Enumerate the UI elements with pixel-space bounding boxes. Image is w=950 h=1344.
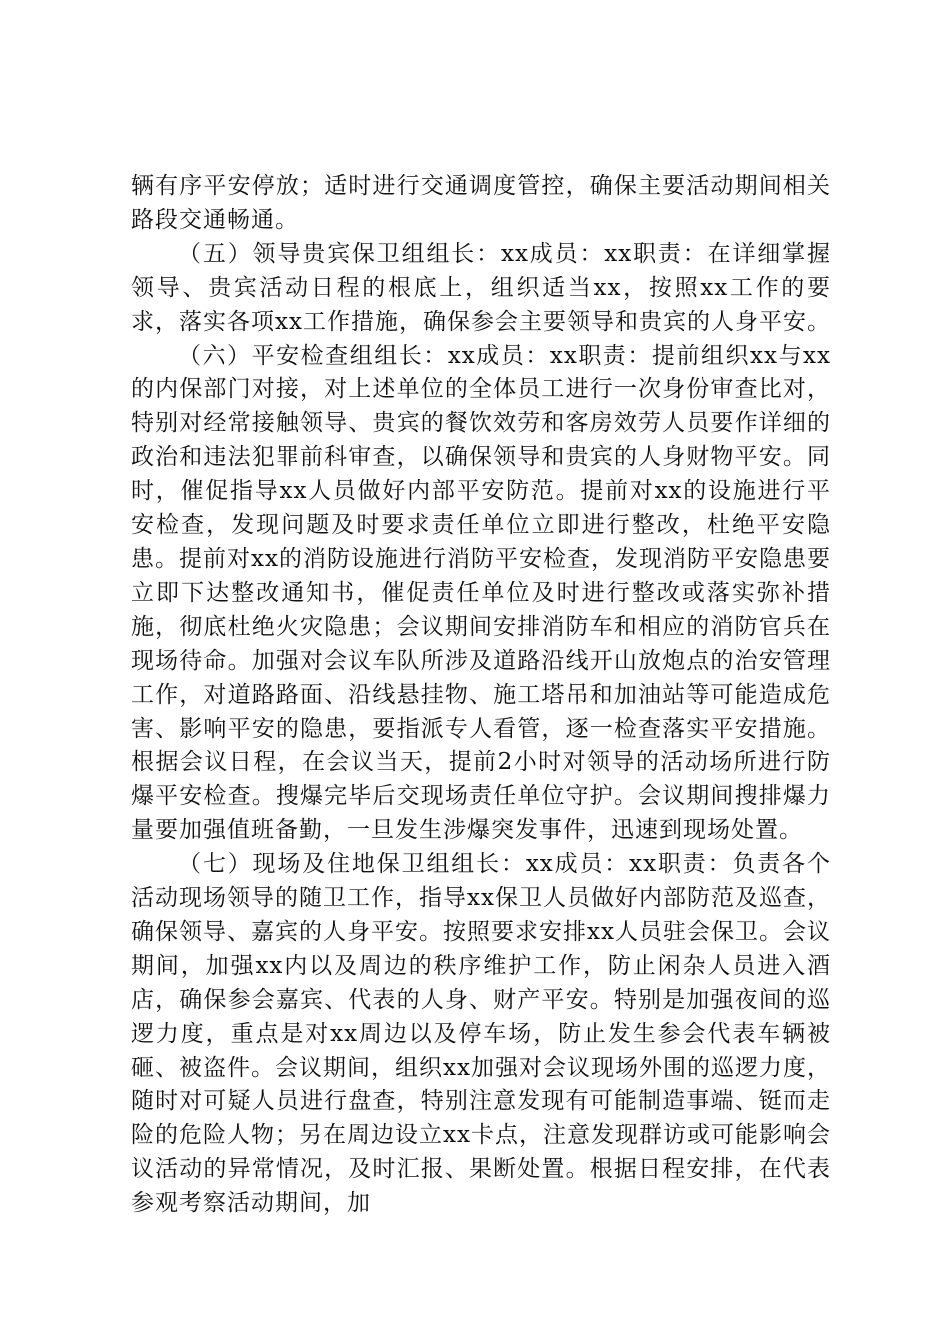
paragraph-section-5-leader-guest-security: （五）领导贵宾保卫组组长：xx成员：xx职责：在详细掌握领导、贵宾活动日程的根底上，组织适当xx，按照xx工作的要求，落实各项xx工作措施，确保参会主要领导和贵宾的人身平安。 [131,240,831,335]
paragraph-traffic-continuation: 辆有序平安停放；适时进行交通调度管控，确保主要活动期间相关路段交通畅通。 [131,173,831,233]
paragraph-section-7-site-residence-security: （七）现场及住地保卫组组长：xx成员：xx职责：负责各个活动现场领导的随卫工作，指导xx保卫人员做好内部防范及巡查，确保领导、嘉宾的人身平安。按照要求安排xx人员驻会保卫。会议期间，加强xx内以及周边的秩序维护工作，防止闲杂人员进入酒店，确保参会嘉宾、代表的人身、财产平安。特别是加强夜间的巡逻力度，重点是对xx周边以及停车场，防止发生参会代表车辆被砸、被盗件。会议期间，组织xx加强对会议现场外围的巡逻力度，随时对可疑人员进行盘查，特别注意发现有可能制造事端、铤而走险的危险人物；另在周边设立xx卡点，注意发现群访或可能影响会议活动的异常情况，及时汇报、果断处置。根据日程安排，在代表参观考察活动期间，加 [131,851,831,1217]
paragraph-section-6-safety-inspection: （六）平安检查组组长：xx成员：xx职责：提前组织xx与xx的内保部门对接，对上述单位的全体员工进行一次身份审查比对，特别对经常接触领导、贵宾的餐饮效劳和客房效劳人员要作详细的政治和违法犯罪前科审查，以确保领导和贵宾的人身财物平安。同时，催促指导xx人员做好内部平安防范。提前对xx的设施进行平安检查，发现问题及时要求责任单位立即进行整改，杜绝平安隐患。提前对xx的消防设施进行消防平安检查，发现消防平安隐患要立即下达整改通知书，催促责任单位及时进行整改或落实弥补措施，彻底杜绝火灾隐患；会议期间安排消防车和相应的消防官兵在现场待命。加强对会议车队所涉及道路沿线开山放炮点的治安管理工作，对道路路面、沿线悬挂物、施工塔吊和加油站等可能造成危害、影响平安的隐患，要指派专人看管，逐一检查落实平安措施。根据会议日程，在会议当天，提前2小时对领导的活动场所进行防爆平安检查。搜爆完毕后交现场责任单位守护。会议期间搜排爆力量要加强值班备勤，一旦发生涉爆突发事件，迅速到现场处置。 [131,342,831,844]
document-body [131,170,831,1221]
